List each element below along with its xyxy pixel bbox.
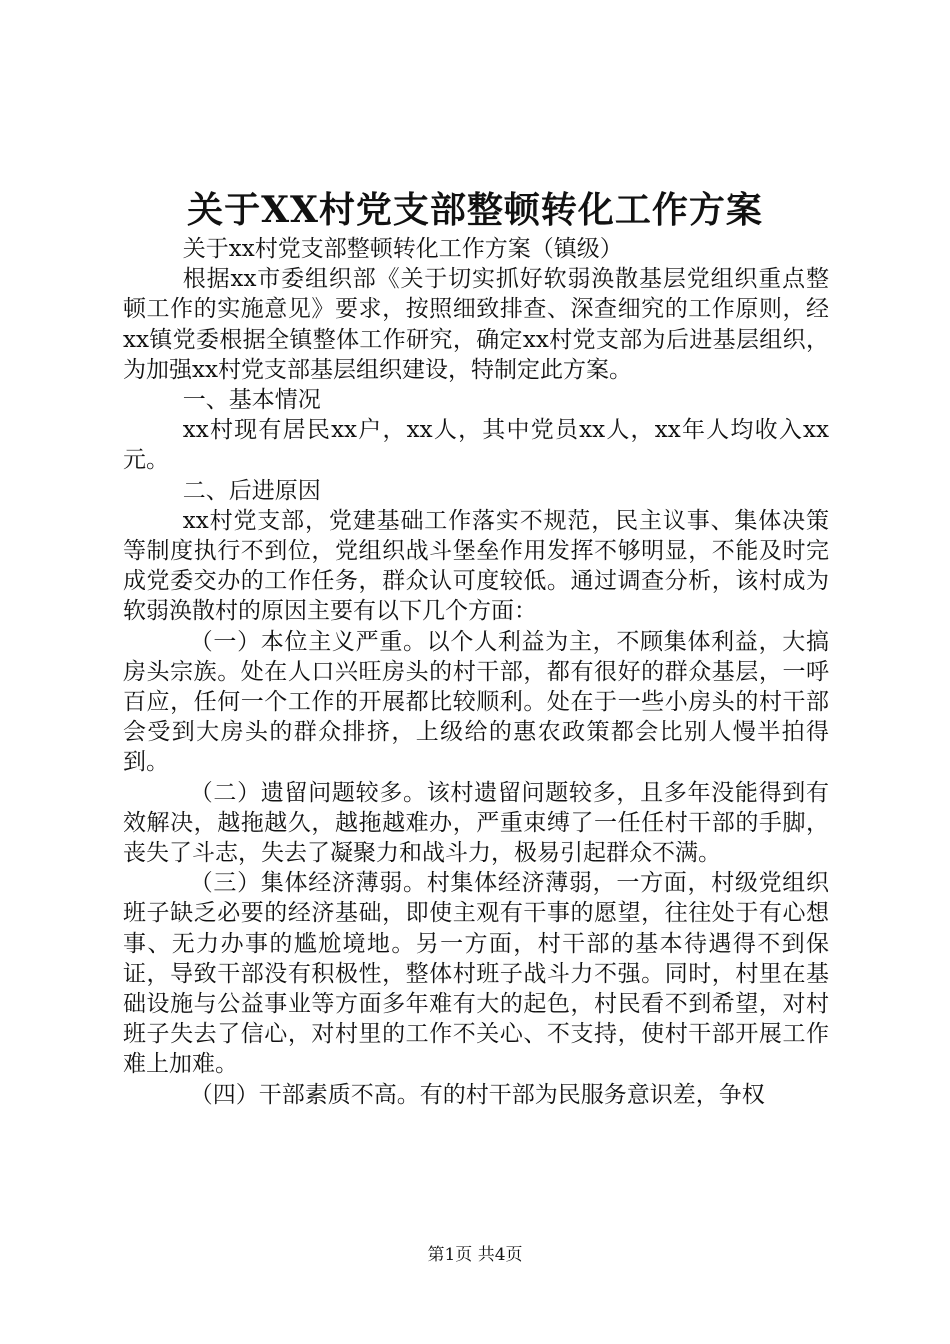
document-title: 关于XX村党支部整顿转化工作方案 xyxy=(187,189,763,231)
paragraph-reason-2: （二）遗留问题较多。该村遗留问题较多，且多年没能得到有效解决，越拖越久，越拖越难办，严重束缚了一任任村干部的手脚，丧失了斗志，失去了凝聚力和战斗力，极易引起群众不满。 xyxy=(123,779,829,867)
paragraph-intro: 根据xx市委组织部《关于切实抓好软弱涣散基层党组织重点整顿工作的实施意见》要求，按照细致排查、深查细究的工作原则，经xx镇党委根据全镇整体工作研究，确定xx村党支部为后进基层组织，为加强xx村党支部基层组织建设，特制定此方案。 xyxy=(123,266,829,383)
heading-basic-situation: 一、基本情况 xyxy=(182,387,321,414)
paragraph-reason-3: （三）集体经济薄弱。村集体经济薄弱，一方面，村级党组织班子缺乏必要的经济基础，即使主观有干事的愿望，往往处于有心想事、无力办事的尴尬境地。另一方面，村干部的基本待遇得不到保证，导致干部没有积极性，整体村班子战斗力不强。同时，村里在基础设施与公益事业等方面多年难有大的起色，村民看不到希望，对村班子失去了信心，对村里的工作不关心、不支持，使村干部开展工作难上加难。 xyxy=(123,870,829,1078)
paragraph-backward-reasons: xx村党支部，党建基础工作落实不规范，民主议事、集体决策等制度执行不到位，党组织战斗堡垒作用发挥不够明显，不能及时完成党委交办的工作任务，群众认可度较低。通过调查分析，该村成为软弱涣散村的原因主要有以下几个方面： xyxy=(123,507,829,625)
heading-backward-reasons: 二、后进原因 xyxy=(182,477,321,504)
paragraph-basic-situation: xx村现有居民xx户，xx人，其中党员xx人，xx年人均收入xx元。 xyxy=(123,417,829,474)
document-body xyxy=(123,234,829,1110)
paragraph-reason-1: （一）本位主义严重。以个人利益为主，不顾集体利益，大搞房头宗族。处在人口兴旺房头的村干部，都有很好的群众基层，一呼百应，任何一个工作的开展都比较顺利。处在于一些小房头的村干部会受到大房头的群众排挤，上级给的惠农政策都会比别人慢半拍得到。 xyxy=(123,628,829,776)
paragraph-reason-4: （四）干部素质不高。有的村干部为民服务意识差，争权 xyxy=(189,1081,765,1108)
paragraph-subtitle: 关于xx村党支部整顿转化工作方案（镇级） xyxy=(182,236,623,262)
page-footer: 第1页 共4页 xyxy=(427,1245,523,1265)
